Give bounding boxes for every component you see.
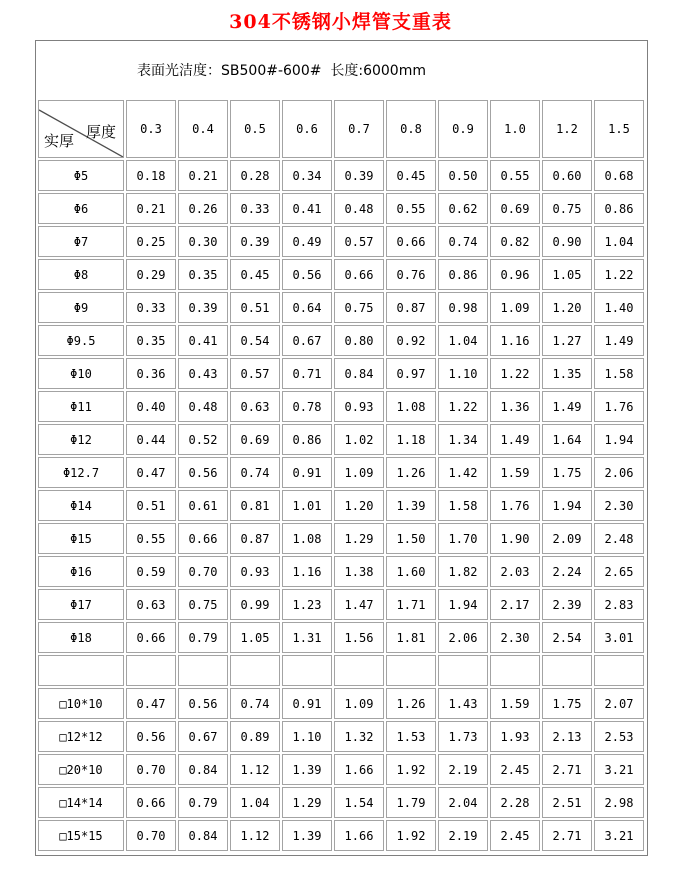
weight-value-cell: 1.70 bbox=[438, 523, 488, 554]
row-header-size: Φ8 bbox=[38, 259, 124, 290]
table-row bbox=[38, 688, 644, 719]
weight-value-cell: 1.36 bbox=[490, 391, 540, 422]
column-header-thickness: 0.8 bbox=[386, 100, 436, 158]
weight-value-cell: 0.74 bbox=[230, 688, 280, 719]
weight-value-cell: 0.68 bbox=[594, 160, 644, 191]
thickness-header-row bbox=[38, 100, 644, 158]
weight-value-cell bbox=[282, 655, 332, 686]
weight-value-cell: 2.53 bbox=[594, 721, 644, 752]
weight-value-cell: 2.07 bbox=[594, 688, 644, 719]
weight-value-cell: 0.39 bbox=[334, 160, 384, 191]
weight-value-cell: 0.99 bbox=[230, 589, 280, 620]
weight-value-cell: 2.45 bbox=[490, 820, 540, 851]
weight-value-cell: 0.70 bbox=[126, 820, 176, 851]
weight-value-cell: 0.44 bbox=[126, 424, 176, 455]
weight-value-cell: 1.22 bbox=[490, 358, 540, 389]
weight-value-cell: 1.75 bbox=[542, 457, 592, 488]
weight-value-cell: 1.53 bbox=[386, 721, 436, 752]
table-row bbox=[38, 490, 644, 521]
table-row bbox=[38, 292, 644, 323]
weight-value-cell: 0.87 bbox=[230, 523, 280, 554]
weight-value-cell: 0.89 bbox=[230, 721, 280, 752]
weight-value-cell: 2.71 bbox=[542, 754, 592, 785]
weight-value-cell: 1.09 bbox=[334, 457, 384, 488]
weight-value-cell: 1.92 bbox=[386, 820, 436, 851]
weight-value-cell bbox=[334, 655, 384, 686]
weight-value-cell: 0.67 bbox=[178, 721, 228, 752]
weight-value-cell: 1.04 bbox=[594, 226, 644, 257]
row-header-size: □10*10 bbox=[38, 688, 124, 719]
weight-value-cell: 0.84 bbox=[178, 820, 228, 851]
weight-value-cell: 1.08 bbox=[282, 523, 332, 554]
weight-value-cell: 1.12 bbox=[230, 820, 280, 851]
weight-value-cell: 0.51 bbox=[230, 292, 280, 323]
weight-value-cell: 0.63 bbox=[230, 391, 280, 422]
table-row bbox=[38, 259, 644, 290]
corner-cell bbox=[38, 100, 124, 158]
row-header-size: Φ9.5 bbox=[38, 325, 124, 356]
corner-label-actual-size: 实厚 bbox=[44, 132, 75, 150]
weight-value-cell: 0.51 bbox=[126, 490, 176, 521]
weight-value-cell: 2.17 bbox=[490, 589, 540, 620]
page-title: 304不锈钢小焊管支重表 bbox=[229, 11, 452, 33]
weight-value-cell: 0.78 bbox=[282, 391, 332, 422]
weight-value-cell: 2.83 bbox=[594, 589, 644, 620]
table-row bbox=[38, 820, 644, 851]
weight-value-cell: 1.49 bbox=[594, 325, 644, 356]
weight-value-cell: 2.51 bbox=[542, 787, 592, 818]
weight-value-cell: 0.41 bbox=[178, 325, 228, 356]
row-header-size: Φ16 bbox=[38, 556, 124, 587]
weight-value-cell: 0.34 bbox=[282, 160, 332, 191]
weight-value-cell: 0.74 bbox=[230, 457, 280, 488]
weight-value-cell: 0.66 bbox=[126, 622, 176, 653]
weight-value-cell: 2.19 bbox=[438, 820, 488, 851]
weight-value-cell: 1.92 bbox=[386, 754, 436, 785]
weight-value-cell: 0.54 bbox=[230, 325, 280, 356]
weight-value-cell: 0.26 bbox=[178, 193, 228, 224]
weight-value-cell: 1.34 bbox=[438, 424, 488, 455]
weight-value-cell: 0.60 bbox=[542, 160, 592, 191]
weight-value-cell: 0.40 bbox=[126, 391, 176, 422]
weight-value-cell: 0.96 bbox=[490, 259, 540, 290]
weight-value-cell: 0.82 bbox=[490, 226, 540, 257]
weight-value-cell: 1.04 bbox=[438, 325, 488, 356]
table-row bbox=[38, 721, 644, 752]
weight-value-cell: 0.35 bbox=[126, 325, 176, 356]
weight-value-cell: 3.01 bbox=[594, 622, 644, 653]
weight-value-cell: 0.62 bbox=[438, 193, 488, 224]
weight-value-cell: 0.86 bbox=[594, 193, 644, 224]
weight-value-cell: 1.31 bbox=[282, 622, 332, 653]
weight-value-cell: 1.47 bbox=[334, 589, 384, 620]
weight-value-cell: 0.98 bbox=[438, 292, 488, 323]
weight-value-cell: 0.30 bbox=[178, 226, 228, 257]
weight-value-cell: 0.79 bbox=[178, 622, 228, 653]
weight-value-cell: 1.59 bbox=[490, 688, 540, 719]
row-header-size: Φ12.7 bbox=[38, 457, 124, 488]
weight-value-cell: 0.55 bbox=[126, 523, 176, 554]
weight-value-cell: 1.81 bbox=[386, 622, 436, 653]
row-header-size: Φ11 bbox=[38, 391, 124, 422]
weight-value-cell: 0.41 bbox=[282, 193, 332, 224]
weight-value-cell: 2.06 bbox=[594, 457, 644, 488]
weight-value-cell: 1.60 bbox=[386, 556, 436, 587]
weight-value-cell: 1.90 bbox=[490, 523, 540, 554]
weight-value-cell: 2.24 bbox=[542, 556, 592, 587]
weight-value-cell: 2.30 bbox=[594, 490, 644, 521]
row-header-size: □15*15 bbox=[38, 820, 124, 851]
weight-value-cell: 1.79 bbox=[386, 787, 436, 818]
row-header-size: Φ12 bbox=[38, 424, 124, 455]
weight-value-cell: 0.91 bbox=[282, 457, 332, 488]
weight-value-cell: 0.45 bbox=[230, 259, 280, 290]
column-header-thickness: 1.2 bbox=[542, 100, 592, 158]
row-header-size: Φ9 bbox=[38, 292, 124, 323]
weight-value-cell: 1.10 bbox=[282, 721, 332, 752]
weight-value-cell: 0.76 bbox=[386, 259, 436, 290]
weight-value-cell: 0.50 bbox=[438, 160, 488, 191]
weight-value-cell: 1.82 bbox=[438, 556, 488, 587]
weight-value-cell: 1.18 bbox=[386, 424, 436, 455]
weight-value-cell: 1.20 bbox=[334, 490, 384, 521]
table-row bbox=[38, 787, 644, 818]
weight-value-cell: 2.28 bbox=[490, 787, 540, 818]
weight-value-cell: 0.63 bbox=[126, 589, 176, 620]
weight-value-cell: 0.70 bbox=[178, 556, 228, 587]
weight-value-cell: 2.54 bbox=[542, 622, 592, 653]
weight-value-cell: 1.27 bbox=[542, 325, 592, 356]
weight-value-cell: 1.58 bbox=[438, 490, 488, 521]
weight-value-cell: 1.26 bbox=[386, 457, 436, 488]
table-row bbox=[38, 556, 644, 587]
weight-value-cell: 0.80 bbox=[334, 325, 384, 356]
weight-table bbox=[36, 98, 646, 853]
table-row bbox=[38, 589, 644, 620]
weight-value-cell: 1.40 bbox=[594, 292, 644, 323]
weight-value-cell: 1.66 bbox=[334, 820, 384, 851]
table-row bbox=[38, 622, 644, 653]
weight-value-cell: 1.50 bbox=[386, 523, 436, 554]
weight-value-cell: 1.20 bbox=[542, 292, 592, 323]
weight-value-cell: 1.38 bbox=[334, 556, 384, 587]
column-header-thickness: 0.4 bbox=[178, 100, 228, 158]
weight-value-cell bbox=[490, 655, 540, 686]
table-row bbox=[38, 358, 644, 389]
weight-value-cell: 1.56 bbox=[334, 622, 384, 653]
weight-value-cell: 0.84 bbox=[178, 754, 228, 785]
weight-value-cell: 0.57 bbox=[334, 226, 384, 257]
weight-value-cell: 2.30 bbox=[490, 622, 540, 653]
weight-value-cell: 1.58 bbox=[594, 358, 644, 389]
weight-value-cell: 0.69 bbox=[230, 424, 280, 455]
weight-value-cell: 0.25 bbox=[126, 226, 176, 257]
table-row bbox=[38, 193, 644, 224]
row-header-size: □14*14 bbox=[38, 787, 124, 818]
weight-value-cell: 1.29 bbox=[334, 523, 384, 554]
weight-value-cell: 1.09 bbox=[490, 292, 540, 323]
weight-value-cell: 1.94 bbox=[542, 490, 592, 521]
row-header-size: Φ5 bbox=[38, 160, 124, 191]
weight-value-cell: 1.29 bbox=[282, 787, 332, 818]
table-row bbox=[38, 160, 644, 191]
weight-value-cell: 1.22 bbox=[438, 391, 488, 422]
row-header-size: Φ17 bbox=[38, 589, 124, 620]
weight-value-cell: 0.21 bbox=[178, 160, 228, 191]
weight-value-cell: 2.48 bbox=[594, 523, 644, 554]
row-header-size: Φ18 bbox=[38, 622, 124, 653]
weight-value-cell: 1.01 bbox=[282, 490, 332, 521]
weight-value-cell: 1.22 bbox=[594, 259, 644, 290]
weight-value-cell: 0.48 bbox=[178, 391, 228, 422]
weight-value-cell: 1.76 bbox=[594, 391, 644, 422]
weight-value-cell: 0.79 bbox=[178, 787, 228, 818]
table-row bbox=[38, 325, 644, 356]
weight-value-cell: 1.16 bbox=[490, 325, 540, 356]
weight-value-cell: 1.64 bbox=[542, 424, 592, 455]
weight-value-cell: 0.45 bbox=[386, 160, 436, 191]
weight-value-cell: 0.93 bbox=[230, 556, 280, 587]
table-container bbox=[35, 40, 648, 856]
weight-value-cell: 0.71 bbox=[282, 358, 332, 389]
weight-value-cell: 1.10 bbox=[438, 358, 488, 389]
weight-value-cell: 1.49 bbox=[490, 424, 540, 455]
row-header-size: □20*10 bbox=[38, 754, 124, 785]
weight-value-cell: 0.69 bbox=[490, 193, 540, 224]
weight-value-cell: 2.13 bbox=[542, 721, 592, 752]
weight-value-cell: 0.39 bbox=[178, 292, 228, 323]
weight-value-cell: 0.59 bbox=[126, 556, 176, 587]
weight-value-cell: 0.66 bbox=[334, 259, 384, 290]
weight-value-cell: 0.87 bbox=[386, 292, 436, 323]
weight-value-cell: 1.05 bbox=[542, 259, 592, 290]
weight-value-cell: 2.06 bbox=[438, 622, 488, 653]
weight-value-cell: 0.56 bbox=[178, 457, 228, 488]
weight-value-cell: 1.73 bbox=[438, 721, 488, 752]
weight-value-cell: 0.56 bbox=[282, 259, 332, 290]
weight-value-cell: 1.71 bbox=[386, 589, 436, 620]
column-header-thickness: 0.9 bbox=[438, 100, 488, 158]
weight-value-cell: 0.66 bbox=[178, 523, 228, 554]
weight-value-cell: 1.49 bbox=[542, 391, 592, 422]
weight-value-cell: 2.65 bbox=[594, 556, 644, 587]
weight-value-cell: 0.93 bbox=[334, 391, 384, 422]
weight-value-cell: 0.28 bbox=[230, 160, 280, 191]
weight-value-cell bbox=[438, 655, 488, 686]
weight-value-cell: 1.59 bbox=[490, 457, 540, 488]
weight-value-cell: 1.39 bbox=[386, 490, 436, 521]
weight-value-cell: 2.39 bbox=[542, 589, 592, 620]
weight-value-cell: 1.35 bbox=[542, 358, 592, 389]
weight-value-cell bbox=[386, 655, 436, 686]
weight-value-cell bbox=[178, 655, 228, 686]
weight-value-cell: 0.39 bbox=[230, 226, 280, 257]
weight-value-cell: 0.56 bbox=[126, 721, 176, 752]
weight-value-cell bbox=[230, 655, 280, 686]
weight-value-cell: 3.21 bbox=[594, 820, 644, 851]
row-header-size: Φ15 bbox=[38, 523, 124, 554]
weight-value-cell: 1.42 bbox=[438, 457, 488, 488]
weight-value-cell: 1.26 bbox=[386, 688, 436, 719]
weight-value-cell: 1.43 bbox=[438, 688, 488, 719]
weight-value-cell: 0.75 bbox=[334, 292, 384, 323]
weight-value-cell: 1.76 bbox=[490, 490, 540, 521]
weight-value-cell: 0.57 bbox=[230, 358, 280, 389]
weight-value-cell: 0.64 bbox=[282, 292, 332, 323]
weight-value-cell: 2.71 bbox=[542, 820, 592, 851]
weight-value-cell: 0.75 bbox=[542, 193, 592, 224]
row-header-size: Φ7 bbox=[38, 226, 124, 257]
row-header-size: Φ10 bbox=[38, 358, 124, 389]
weight-value-cell: 0.75 bbox=[178, 589, 228, 620]
table-row bbox=[38, 457, 644, 488]
weight-value-cell: 0.18 bbox=[126, 160, 176, 191]
row-header-size: □12*12 bbox=[38, 721, 124, 752]
column-header-thickness: 0.5 bbox=[230, 100, 280, 158]
weight-value-cell: 0.47 bbox=[126, 457, 176, 488]
corner-label-thickness: 厚度 bbox=[85, 123, 116, 141]
row-header-size: Φ6 bbox=[38, 193, 124, 224]
weight-value-cell: 1.04 bbox=[230, 787, 280, 818]
weight-value-cell: 0.48 bbox=[334, 193, 384, 224]
weight-value-cell: 1.75 bbox=[542, 688, 592, 719]
weight-value-cell: 0.81 bbox=[230, 490, 280, 521]
weight-value-cell bbox=[126, 655, 176, 686]
weight-value-cell: 1.12 bbox=[230, 754, 280, 785]
weight-value-cell: 1.02 bbox=[334, 424, 384, 455]
table-row bbox=[38, 655, 644, 686]
surface-finish-subheader: 表面光洁度：SB500#-600# 长度:6000mm bbox=[137, 62, 426, 79]
weight-value-cell: 0.97 bbox=[386, 358, 436, 389]
weight-value-cell: 2.98 bbox=[594, 787, 644, 818]
weight-value-cell: 1.05 bbox=[230, 622, 280, 653]
weight-value-cell: 0.33 bbox=[126, 292, 176, 323]
weight-value-cell: 0.49 bbox=[282, 226, 332, 257]
row-header-size bbox=[38, 655, 124, 686]
weight-value-cell: 2.09 bbox=[542, 523, 592, 554]
weight-value-cell: 0.52 bbox=[178, 424, 228, 455]
weight-value-cell: 0.47 bbox=[126, 688, 176, 719]
weight-value-cell: 0.92 bbox=[386, 325, 436, 356]
weight-value-cell: 0.66 bbox=[126, 787, 176, 818]
weight-value-cell: 0.21 bbox=[126, 193, 176, 224]
table-row bbox=[38, 523, 644, 554]
table-row bbox=[38, 391, 644, 422]
weight-value-cell: 2.04 bbox=[438, 787, 488, 818]
weight-value-cell: 1.94 bbox=[438, 589, 488, 620]
weight-value-cell: 0.29 bbox=[126, 259, 176, 290]
weight-value-cell: 0.91 bbox=[282, 688, 332, 719]
weight-value-cell: 0.90 bbox=[542, 226, 592, 257]
weight-value-cell: 0.86 bbox=[282, 424, 332, 455]
weight-value-cell bbox=[594, 655, 644, 686]
weight-value-cell: 0.84 bbox=[334, 358, 384, 389]
weight-value-cell: 1.32 bbox=[334, 721, 384, 752]
weight-value-cell: 1.39 bbox=[282, 754, 332, 785]
weight-value-cell: 0.67 bbox=[282, 325, 332, 356]
column-header-thickness: 0.3 bbox=[126, 100, 176, 158]
weight-value-cell: 2.03 bbox=[490, 556, 540, 587]
weight-value-cell: 0.66 bbox=[386, 226, 436, 257]
weight-value-cell: 0.56 bbox=[178, 688, 228, 719]
row-header-size: Φ14 bbox=[38, 490, 124, 521]
weight-value-cell: 1.09 bbox=[334, 688, 384, 719]
weight-value-cell: 1.94 bbox=[594, 424, 644, 455]
weight-value-cell: 1.23 bbox=[282, 589, 332, 620]
column-header-thickness: 1.0 bbox=[490, 100, 540, 158]
table-row bbox=[38, 226, 644, 257]
weight-value-cell: 0.70 bbox=[126, 754, 176, 785]
weight-value-cell: 0.55 bbox=[386, 193, 436, 224]
weight-value-cell: 3.21 bbox=[594, 754, 644, 785]
weight-value-cell: 0.74 bbox=[438, 226, 488, 257]
column-header-thickness: 1.5 bbox=[594, 100, 644, 158]
weight-value-cell: 0.61 bbox=[178, 490, 228, 521]
weight-value-cell: 1.54 bbox=[334, 787, 384, 818]
table-row bbox=[38, 424, 644, 455]
table-row bbox=[38, 754, 644, 785]
weight-value-cell: 1.16 bbox=[282, 556, 332, 587]
weight-value-cell: 0.35 bbox=[178, 259, 228, 290]
weight-value-cell: 0.33 bbox=[230, 193, 280, 224]
weight-value-cell: 1.08 bbox=[386, 391, 436, 422]
weight-value-cell: 0.43 bbox=[178, 358, 228, 389]
weight-value-cell: 0.86 bbox=[438, 259, 488, 290]
weight-value-cell: 1.39 bbox=[282, 820, 332, 851]
weight-value-cell: 2.19 bbox=[438, 754, 488, 785]
weight-value-cell: 1.66 bbox=[334, 754, 384, 785]
weight-value-cell: 0.55 bbox=[490, 160, 540, 191]
column-header-thickness: 0.6 bbox=[282, 100, 332, 158]
weight-value-cell: 2.45 bbox=[490, 754, 540, 785]
weight-value-cell: 1.93 bbox=[490, 721, 540, 752]
weight-value-cell: 0.36 bbox=[126, 358, 176, 389]
column-header-thickness: 0.7 bbox=[334, 100, 384, 158]
weight-value-cell bbox=[542, 655, 592, 686]
